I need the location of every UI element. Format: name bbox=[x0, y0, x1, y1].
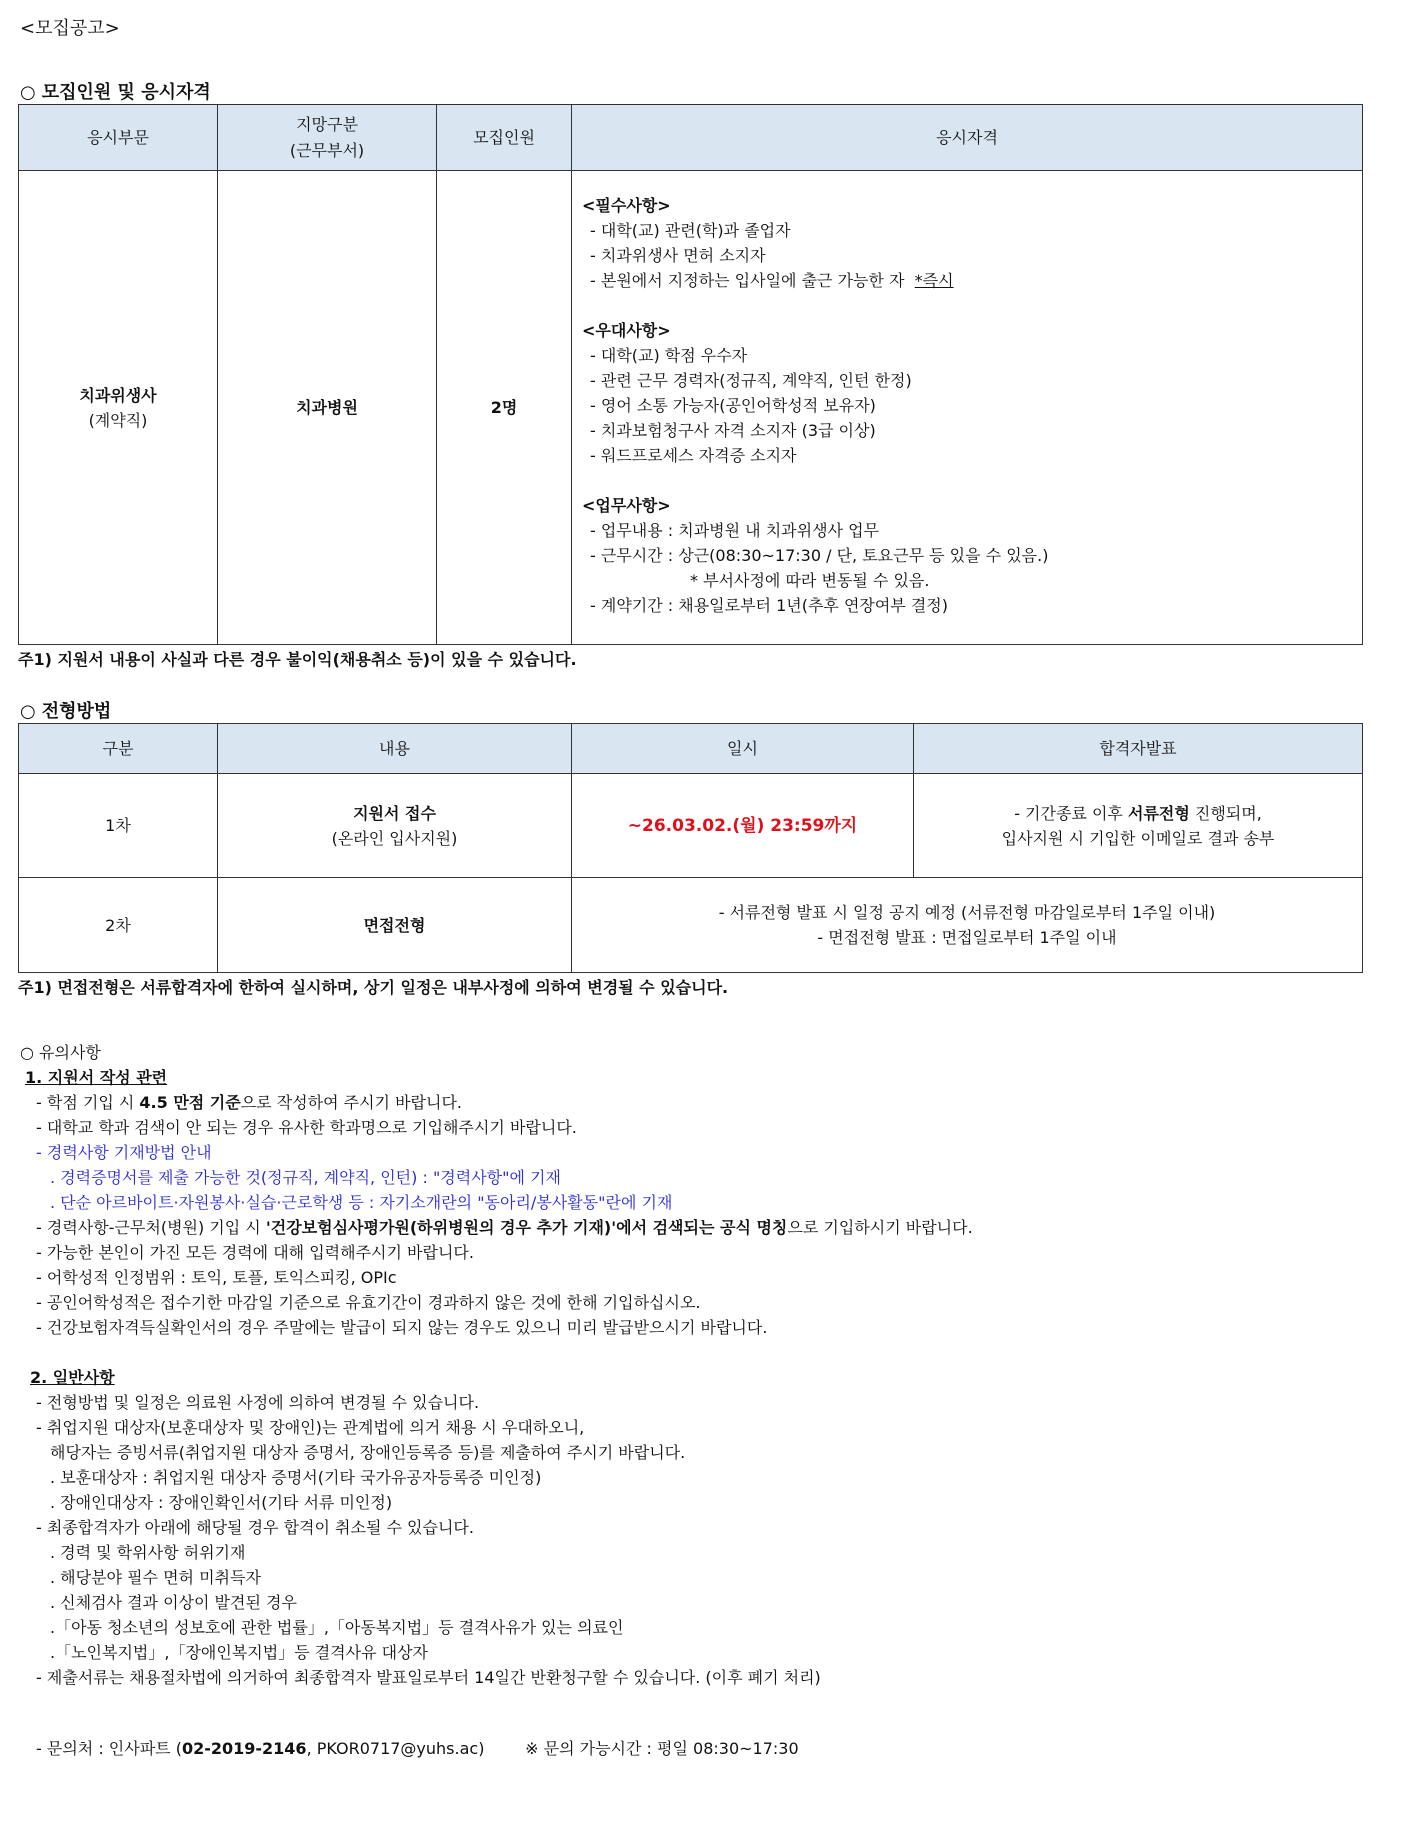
col-header-announcement: 합격자발표 bbox=[914, 724, 1363, 774]
caution-line: - 최종합격자가 아래에 해당될 경우 합격이 취소될 수 있습니다. bbox=[36, 1518, 474, 1537]
dept-sub: (계약직) bbox=[88, 410, 148, 430]
caution-line: - 학점 기입 시 4.5 만점 기준으로 작성하여 주시기 바랍니다. bbox=[36, 1093, 462, 1112]
required-item: - 치과위생사 면허 소지자 bbox=[590, 246, 766, 265]
contact-email: , PKOR0717@yuhs.ac) bbox=[306, 1739, 485, 1758]
caution-part2-title: 2. 일반사항 bbox=[30, 1368, 115, 1387]
dept-cell bbox=[19, 171, 218, 645]
duty-item: - 계약기간 : 채용일로부터 1년(추후 연장여부 결정) bbox=[590, 596, 949, 615]
caution-line: - 경력사항 기재방법 안내 bbox=[36, 1143, 212, 1162]
col-header-stage: 구분 bbox=[19, 724, 218, 774]
immediate-note: *즉시 bbox=[914, 271, 954, 290]
circle-bullet-icon: ○ bbox=[20, 82, 36, 103]
required-item: - 본원에서 지정하는 입사일에 출근 가능한 자 *즉시 bbox=[590, 271, 954, 290]
required-heading: <필수사항> bbox=[582, 196, 671, 215]
preferred-item: - 치과보험청구사 자격 소지자 (3급 이상) bbox=[590, 421, 876, 440]
duty-heading: <업무사항> bbox=[582, 496, 671, 515]
caution-line: . 장애인대상자 : 장애인확인서(기타 서류 미인정) bbox=[50, 1493, 393, 1512]
announce-line: - 기간종료 이후 서류전형 진행되며, bbox=[1014, 803, 1262, 823]
caution-section bbox=[20, 1040, 1380, 1690]
caution-line: - 제출서류는 채용절차법에 의거하여 최종합격자 발표일로부터 14일간 반환청구할 수 있습니다. (이후 폐기 처리) bbox=[36, 1668, 821, 1687]
col-header-qualification: 응시자격 bbox=[572, 105, 1363, 171]
section1-note: 주1) 지원서 내용이 사실과 다른 경우 불이익(채용취소 등)이 있을 수 있습니다. bbox=[18, 650, 577, 669]
section1-title: ○ 모집인원 및 응시자격 bbox=[20, 82, 211, 103]
content-1-sub: (온라인 입사지원) bbox=[331, 828, 458, 848]
date-1-cell bbox=[572, 774, 914, 878]
caution-line: .「아동 청소년의 성보호에 관한 법률」,「아동복지법」등 결격사유가 있는 의료인 bbox=[50, 1618, 624, 1637]
stage-1-cell: 1차 bbox=[19, 774, 218, 878]
caution-line: . 신체검사 결과 이상이 발견된 경우 bbox=[50, 1593, 297, 1612]
schedule-2-cell bbox=[572, 878, 1363, 973]
col-header-headcount: 모집인원 bbox=[437, 105, 572, 171]
headcount-cell: 2명 bbox=[437, 171, 572, 645]
caution-line: - 전형방법 및 일정은 의료원 사정에 의하여 변경될 수 있습니다. bbox=[36, 1393, 480, 1412]
caution-line: - 대학교 학과 검색이 안 되는 경우 유사한 학과명으로 기입해주시기 바랍니다. bbox=[36, 1118, 577, 1137]
caution-line: . 경력 및 학위사항 허위기재 bbox=[50, 1543, 246, 1562]
content-2-cell: 면접전형 bbox=[218, 878, 572, 973]
caution-line: - 취업지원 대상자(보훈대상자 및 장애인)는 관계법에 의거 채용 시 우대하오니, bbox=[36, 1418, 585, 1437]
dept-main: 치과위생사 bbox=[79, 385, 157, 405]
section2-title: ○ 전형방법 bbox=[20, 701, 112, 722]
content-1-cell bbox=[218, 774, 572, 878]
announce-line: 입사지원 시 기입한 이메일로 결과 송부 bbox=[1001, 828, 1275, 848]
col-header-content: 내용 bbox=[218, 724, 572, 774]
caution-line: - 경력사항-근무처(병원) 기입 시 '건강보험심사평가원(하위병원의 경우 추가 기재)'에서 검색되는 공식 명칭으로 기입하시기 바랍니다. bbox=[36, 1218, 973, 1237]
caution-title: ○ 유의사항 bbox=[20, 1043, 101, 1062]
selection-table bbox=[18, 723, 1363, 973]
preferred-item: - 대학(교) 학점 우수자 bbox=[590, 346, 748, 365]
caution-part1-title: 1. 지원서 작성 관련 bbox=[25, 1068, 168, 1087]
contact-phone: 02-2019-2146 bbox=[181, 1739, 307, 1758]
contact-hours: ※ 문의 가능시간 : 평일 08:30~17:30 bbox=[525, 1739, 799, 1758]
page-header: <모집공고> bbox=[20, 18, 120, 39]
caution-line: - 가능한 본인이 가진 모든 경력에 대해 입력해주시기 바랍니다. bbox=[36, 1243, 474, 1262]
col-header-date: 일시 bbox=[572, 724, 914, 774]
duty-item: - 업무내용 : 치과병원 내 치과위생사 업무 bbox=[590, 521, 879, 540]
schedule-line: - 서류전형 발표 시 일정 공지 예정 (서류전형 마감일로부터 1주일 이내) bbox=[718, 903, 1216, 922]
duty-item: - 근무시간 : 상근(08:30~17:30 / 단, 토요근무 등 있을 수 있음.) bbox=[590, 546, 1049, 565]
recruit-table bbox=[18, 104, 1363, 645]
deadline-date: ~26.03.02.(월) 23:59까지 bbox=[627, 815, 858, 836]
caution-line: 해당자는 증빙서류(취업지원 대상자 증명서, 장애인등록증 등)를 제출하여 주시기 바랍니다. bbox=[50, 1443, 686, 1462]
col-header-dept: 응시부문 bbox=[19, 105, 218, 171]
preferred-item: - 관련 근무 경력자(정규직, 계약직, 인턴 한정) bbox=[590, 371, 912, 390]
caution-line: - 공인어학성적은 접수기한 마감일 기준으로 유효기간이 경과하지 않은 것에 한해 기입하십시오. bbox=[36, 1293, 701, 1312]
preferred-item: - 워드프로세스 자격증 소지자 bbox=[590, 446, 797, 465]
announce-1-cell bbox=[914, 774, 1363, 878]
content-1-main: 지원서 접수 bbox=[353, 803, 436, 823]
caution-line: . 경력증명서를 제출 가능한 것(정규직, 계약직, 인턴) : "경력사항"에 기재 bbox=[50, 1168, 561, 1187]
schedule-line: - 면접전형 발표 : 면접일로부터 1주일 이내 bbox=[817, 928, 1117, 947]
required-item: - 대학(교) 관련(학)과 졸업자 bbox=[590, 221, 791, 240]
caution-line: - 어학성적 인정범위 : 토익, 토플, 토익스피킹, OPIc bbox=[36, 1268, 397, 1287]
preferred-item: - 영어 소통 가능자(공인어학성적 보유자) bbox=[590, 396, 876, 415]
workplace-cell: 치과병원 bbox=[218, 171, 437, 645]
caution-line: . 보훈대상자 : 취업지원 대상자 증명서(기타 국가유공자등록증 미인정) bbox=[50, 1468, 542, 1487]
caution-line: . 해당분야 필수 면허 미취득자 bbox=[50, 1568, 261, 1587]
contact-info: - 문의처 : 인사파트 (02-2019-2146, PKOR0717@yuhs.ac) ※ 문의 가능시간 : 평일 08:30~17:30 bbox=[36, 1739, 799, 1758]
caution-line: . 단순 아르바이트·자원봉사·실습·근로학생 등 : 자기소개란의 "동아리/봉사활동"란에 기재 bbox=[50, 1193, 673, 1212]
circle-bullet-icon: ○ bbox=[20, 701, 36, 722]
caution-line: - 건강보험자격득실확인서의 경우 주말에는 발급이 되지 않는 경우도 있으니 미리 발급받으시기 바랍니다. bbox=[36, 1318, 768, 1337]
stage-2-cell: 2차 bbox=[19, 878, 218, 973]
preferred-heading: <우대사항> bbox=[582, 321, 671, 340]
col-header-workplace: 지망구분 (근무부서) bbox=[218, 105, 437, 171]
caution-line: .「노인복지법」,「장애인복지법」등 결격사유 대상자 bbox=[50, 1643, 429, 1662]
section2-note: 주1) 면접전형은 서류합격자에 한하여 실시하며, 상기 일정은 내부사정에 의하여 변경될 수 있습니다. bbox=[18, 978, 729, 997]
duty-item: * 부서사정에 따라 변동될 수 있음. bbox=[690, 571, 930, 590]
qualification-cell bbox=[572, 171, 1363, 645]
